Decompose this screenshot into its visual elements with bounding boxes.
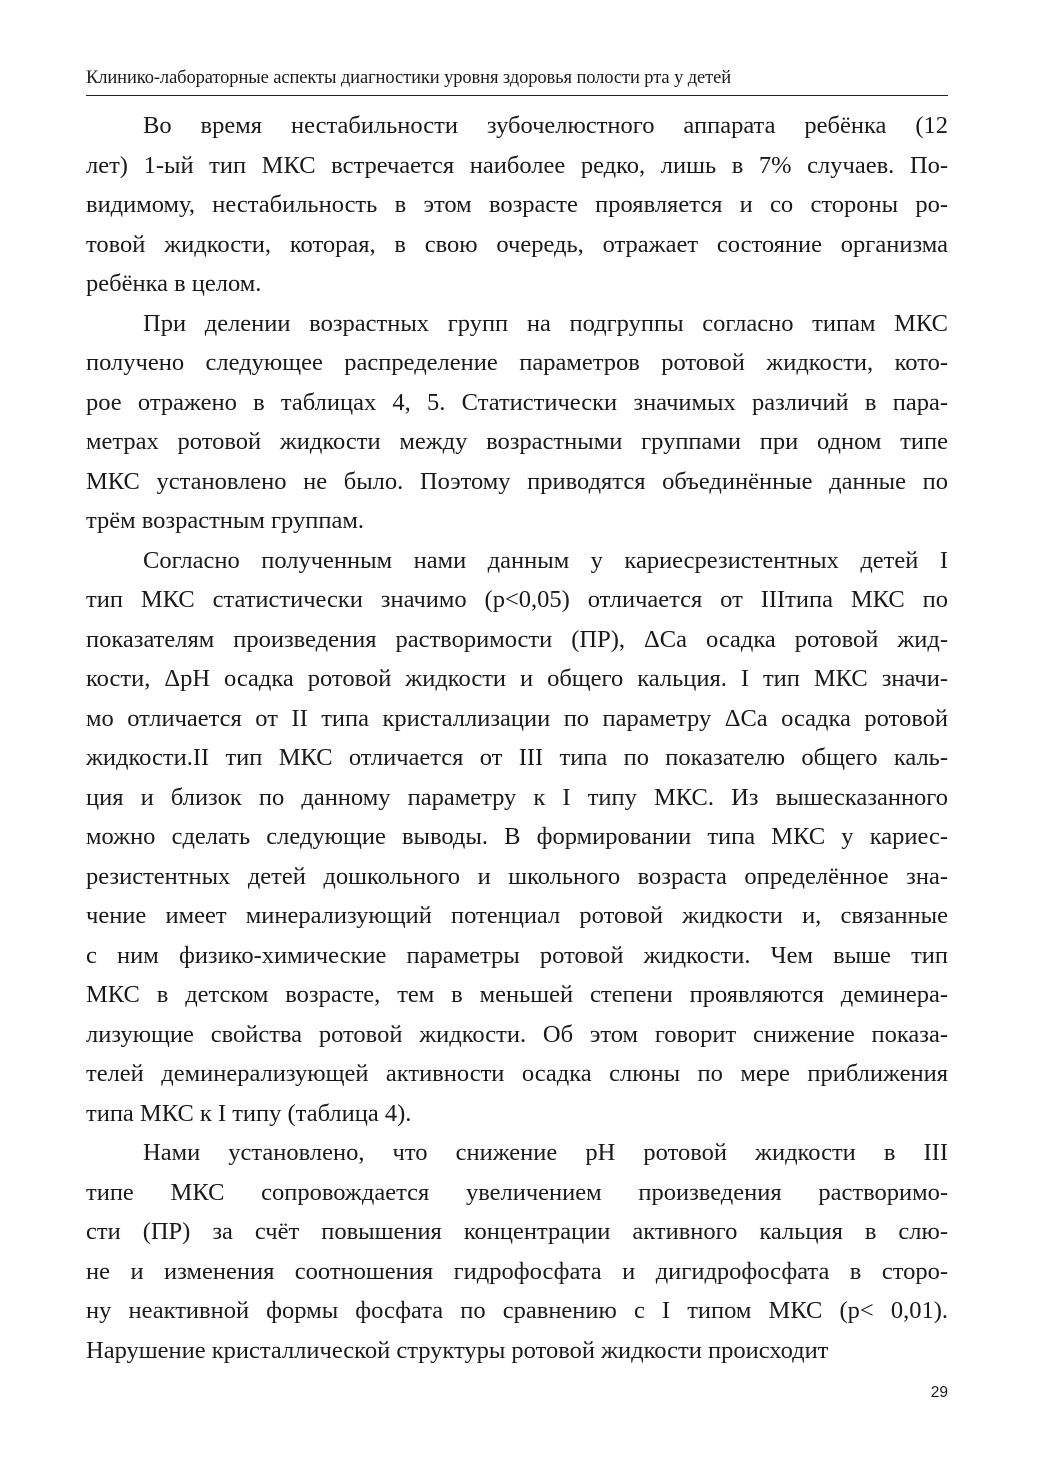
text-line: телей деминерализующей активности осадка слюны по мере приближения xyxy=(86,1060,948,1087)
paragraph xyxy=(86,304,948,541)
text-line: Согласно полученным нами данным у кариесрезистентных детей I xyxy=(143,546,948,574)
text-line: резистентных детей дошкольного и школьного возраста определённое зна- xyxy=(86,862,948,890)
text-line: с ним физико-химические параметры ротовой жидкости. Чем выше тип xyxy=(86,941,948,969)
text-line: типе МКС сопровождается увеличением произведения растворимо- xyxy=(86,1178,948,1206)
text-line: товой жидкости, которая, в свою очередь, отражает состояние организма xyxy=(86,230,948,258)
text-line: метрах ротовой жидкости между возрастными группами при одном типе xyxy=(86,428,948,455)
paragraph xyxy=(86,106,948,304)
text-line: Во время нестабильности зубочелюстного аппарата ребёнка (12 xyxy=(143,112,948,139)
text-line: мо отличается от II типа кристаллизации по параметру ΔCa осадка ротовой xyxy=(86,704,948,732)
text-line: ну неактивной формы фосфата по сравнению с I типом МКС (p< 0,01). xyxy=(86,1297,948,1324)
running-header: Клинико-лабораторные аспекты диагностики уровня здоровья полости рта у детей xyxy=(86,68,732,88)
paragraph xyxy=(86,541,948,1134)
header-rule xyxy=(86,95,948,96)
text-line: сти (ПР) за счёт повышения концентрации активного кальция в слю- xyxy=(86,1218,948,1245)
text-line: Нарушение кристаллической структуры ротовой жидкости происходит xyxy=(86,1336,829,1364)
text-line: жидкости.II тип МКС отличается от III типа по показателю общего каль- xyxy=(86,744,948,771)
text-line: Нами установлено, что снижение pH ротовой жидкости в III xyxy=(143,1139,948,1166)
text-line: получено следующее распределение параметров ротовой жидкости, кото- xyxy=(86,349,948,376)
text-line: лет) 1-ый тип МКС встречается наиболее редко, лишь в 7% случаев. По- xyxy=(86,151,948,179)
text-line: МКС в детском возрасте, тем в меньшей степени проявляются деминера- xyxy=(86,981,948,1008)
text-line: тип МКС статистически значимо (p<0,05) отличается от IIIтипа МКС по xyxy=(86,586,948,613)
text-line: При делении возрастных групп на подгруппы согласно типам МКС xyxy=(143,309,948,337)
text-line: трём возрастным группам. xyxy=(86,507,364,534)
text-line: лизующие свойства ротовой жидкости. Об этом говорит снижение показа- xyxy=(86,1020,948,1048)
text-line: не и изменения соотношения гидрофосфата и дигидрофосфата в сторо- xyxy=(86,1257,948,1285)
page-number: 29 xyxy=(930,1384,948,1401)
text-line: можно сделать следующие выводы. В формировании типа МКС у кариес- xyxy=(86,823,948,850)
text-line: рое отражено в таблицах 4, 5. Статистически значимых различий в пара- xyxy=(86,388,948,416)
body-text xyxy=(86,106,948,1370)
text-line: видимому, нестабильность в этом возрасте проявляется и со стороны ро- xyxy=(86,191,948,218)
paragraph xyxy=(86,1133,948,1370)
text-line: чение имеет минерализующий потенциал ротовой жидкости и, связанные xyxy=(86,902,948,929)
text-line: показателям произведения растворимости (ПР), ΔCa осадка ротовой жид- xyxy=(86,625,948,653)
text-line: типа МКС к I типу (таблица 4). xyxy=(86,1099,412,1127)
text-line: ребёнка в целом. xyxy=(86,270,262,297)
text-line: МКС установлено не было. Поэтому приводятся объединённые данные по xyxy=(86,467,948,495)
text-line: ция и близок по данному параметру к I типу МКС. Из вышесказанного xyxy=(86,783,948,811)
text-line: кости, ΔpH осадка ротовой жидкости и общего кальция. I тип МКС значи- xyxy=(86,665,948,692)
